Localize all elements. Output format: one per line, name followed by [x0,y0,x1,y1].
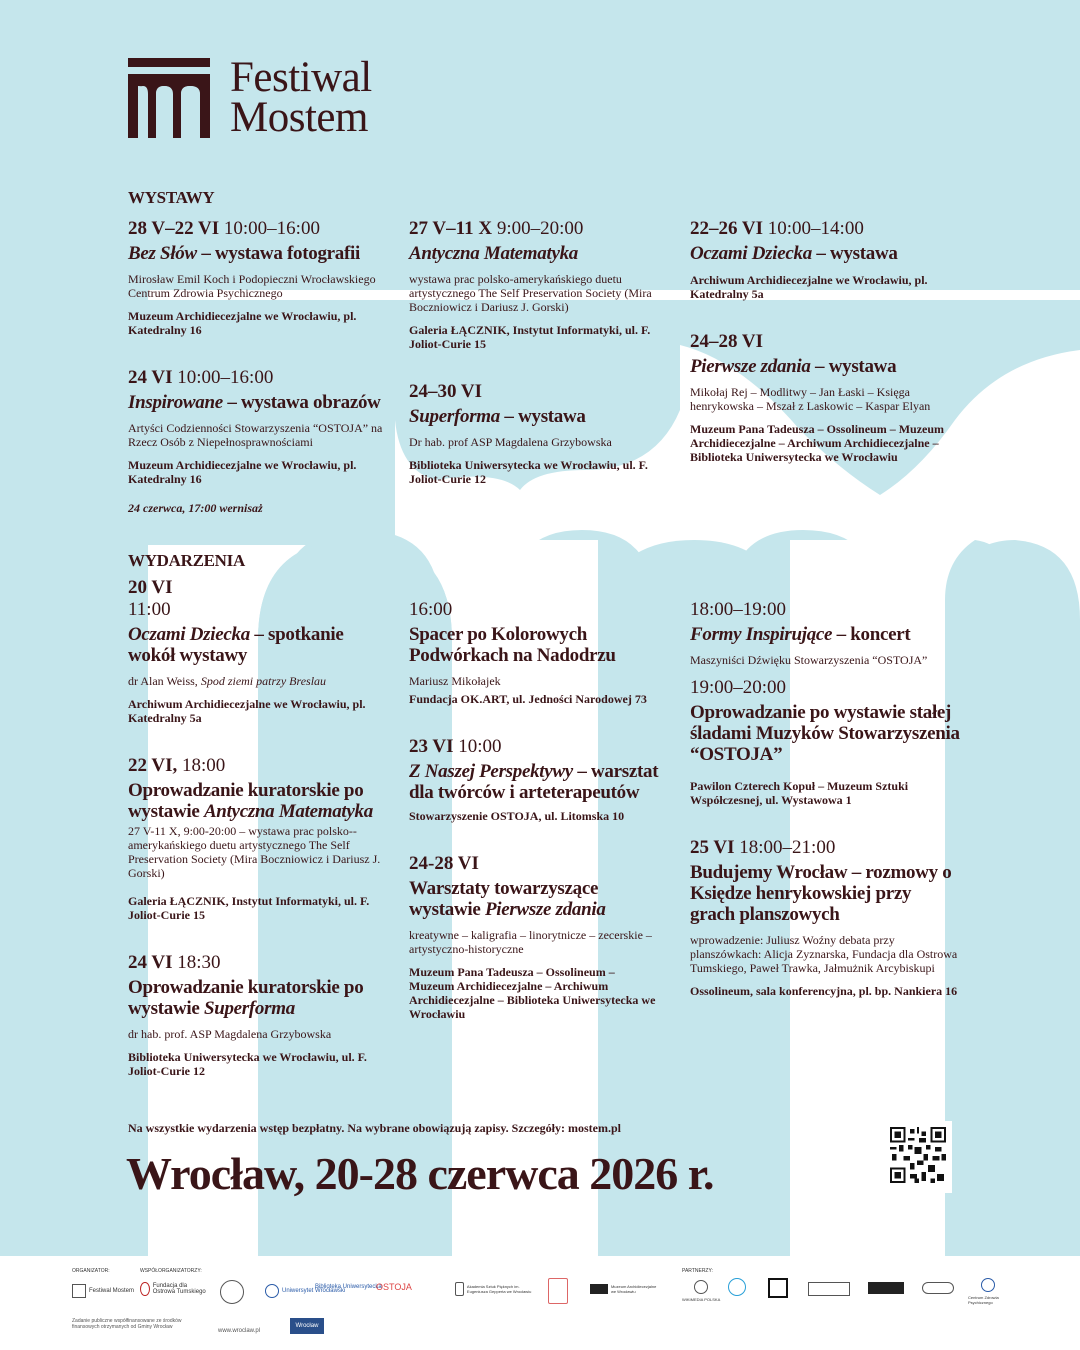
exhibition-note: 24 czerwca, 17:00 wernisaż [128,501,263,515]
events-day-label [128,577,173,599]
coorganizers-label: WSPÓŁORGANIZATORZY: [140,1268,202,1274]
event-title: Oprowadzanie kuratorskie po wystawie [128,780,364,822]
coorganizer-logo [315,1284,382,1290]
city-logo-text: Wrocław [295,1323,319,1329]
exhibition-date: 24–30 VI [409,381,483,402]
event-desc: Maszyniści Dźwięku Stowarzyszenia “OSTOJA” [690,653,928,667]
exhibition-title: – wystawa fotografii [196,243,360,264]
partner-logo [768,1278,788,1298]
event-place: Galeria ŁĄCZNIK, Instytut Informatyki, ul. F. Joliot-Curie 15 [128,894,370,922]
event-title: – spotkanie wokół wystawy [128,624,344,666]
city-url[interactable]: www.wroclaw.pl [218,1328,261,1334]
wroclaw-city-logo [290,1318,324,1334]
event-title: Oprowadzanie po wystawie stałej śladami Muzyków Stowarzyszenia “OSTOJA” [690,702,960,765]
coorganizer-logo [455,1282,535,1296]
events-col-2 [409,599,659,1021]
exhibition-place: Muzeum Archidiecezjalne we Wrocławiu, pl. Katedralny 16 [128,309,357,337]
exhibition-title: – wystawa [499,406,586,427]
event-title: – warsztat dla twórców i arteterapeutów [409,761,659,803]
exhibition-title-italic: Superforma [409,406,500,427]
event-item [409,853,659,1021]
exhibition-title-italic: Pierwsze zdania [690,356,811,377]
okart-icon [868,1282,904,1294]
event-date: 23 VI [409,736,454,757]
coorganizer-name: Muzeum Archidiecezjalne we Wrocławiu [610,1284,657,1294]
partner-circle-icon [922,1282,954,1294]
exhibition-item [409,381,671,486]
coorganizer-logo [140,1282,210,1296]
event-title: Oprowadzanie kuratorskie po wystawie [128,977,364,1019]
event-title-italic: Z Naszej Perspektywy [409,761,573,782]
event-title-italic: Oczami Dziecka [128,624,250,645]
sponsor-strip [0,1256,1080,1350]
partner-logo [968,1278,1008,1305]
event-place: Pawilon Czterech Kopuł – Muzeum Sztuki Współczesnej, ul. Wystawowa 1 [690,779,909,807]
exhibition-desc: wystawa prac polsko-amerykańskiego duetu artystycznego The Self Preservation Society (Mira Boczniowicz i Dariusz J. Gorski) [409,272,652,314]
festival-logo-icon [72,1284,86,1298]
event-time: 18:00 [182,755,226,776]
museum-icon [590,1284,608,1294]
event-item [690,677,960,807]
church-icon [140,1282,150,1296]
m-logo-icon [728,1278,746,1296]
event-title: Warsztaty towarzyszące wystawie [409,878,599,920]
event-desc: kreatywne – kaligrafia – linorytnicze – zecerskie – artystyczno-historyczne [409,928,652,956]
coorganizer-name: Fundacja dla Ostrowa Tumskiego [152,1283,206,1295]
festival-logo [128,54,372,141]
event-place: Archiwum Archidiecezjalne we Wrocławiu, pl. Katedralny 5a [128,697,366,725]
exhibition-desc: Mikołaj Rej – Modlitwy – Jan Łaski – Księga henrykowska – Mszał z Laskowic – Kaspar Elyan [690,385,931,413]
coorganizer-logo [376,1282,412,1292]
coorganizer-name: OSTOJA [376,1282,412,1292]
events-col-3 [690,599,960,998]
exhibition-date: 24 VI [128,367,173,388]
coorganizer-logo [220,1280,244,1304]
event-desc-italic: Spod ziemi patrzy Breslau [200,674,327,688]
festival-name-line2: Mostem [230,94,368,141]
festival-name [230,54,372,141]
coorganizer-name: Biblioteka Uniwersytecka [315,1284,382,1290]
exhibition-place: Biblioteka Uniwersytecka we Wrocławiu, ul. F. Joliot-Curie 12 [409,458,648,486]
exhibition-title: – wystawa [811,243,898,264]
events-heading: WYDARZENIA [128,551,245,570]
arrow-logo-icon [768,1278,788,1298]
university-icon [265,1284,279,1298]
exhibitions-col-1 [128,218,390,516]
exhibition-date: 28 V–22 VI [128,218,220,239]
event-time: 18:00–19:00 [690,599,787,620]
event-title: – koncert [832,624,911,645]
event-place: Stowarzyszenie OSTOJA, ul. Litomska 10 [409,809,625,823]
event-item [409,599,659,706]
partner-logo [682,1280,720,1302]
wikimedia-icon [694,1280,708,1294]
event-time: 11:00 [128,599,171,620]
exhibition-place: Galeria ŁĄCZNIK, Instytut Informatyki, ul. F. Joliot-Curie 15 [409,323,651,351]
coorganizer-name: Akademia Sztuk Pięknych im. Eugeniusza Gepperta we Wrocławiu [466,1284,532,1294]
event-title: Budujemy Wrocław – rozmowy o Księdze henrykowskiej przy grach planszowych [690,862,952,925]
exhibition-desc: Artyści Codzienności Stowarzyszenia “OSTOJA” na Rzecz Osób z Niepełnosprawnościami [128,421,383,449]
organizer-logo [72,1284,134,1298]
arch-icon [548,1278,568,1304]
event-title: Spacer po Kolorowych Podwórkach na Nadodrzu [409,624,616,666]
partner-logo [868,1282,904,1294]
event-desc: wprowadzenie: Juliusz Woźny debata przy planszówkach: Alicja Zyznarska, Fundacja dla Ostrowa Tumskiego, Paweł Trawka, Jałmużnik Arcybiskupi [690,933,958,975]
exhibition-place: Archiwum Archidiecezjalne we Wrocławiu, pl. Katedralny 5a [690,273,928,301]
exhibition-title-italic: Oczami Dziecka [690,243,812,264]
exhibition-time: 10:00–14:00 [767,218,864,239]
event-place: Biblioteka Uniwersytecka we Wrocławiu, ul. F. Joliot-Curie 12 [128,1050,367,1078]
event-item [690,599,960,667]
event-title-italic: Superforma [203,998,295,1019]
event-time: 16:00 [409,599,453,620]
exhibition-title-italic: Inspirowane [128,392,223,413]
exhibition-item [409,218,671,351]
qr-code-icon [890,1127,946,1183]
event-item [690,837,960,998]
event-desc: dr Alan Weiss, [128,674,201,688]
bridge-logo-icon [128,58,210,138]
exhibition-item [128,367,390,516]
events-day-date: 20 VI [128,577,173,598]
event-date: 24 VI [128,952,173,973]
coorganizer-logo [548,1278,568,1304]
event-date: 22 VI, [128,755,178,776]
exhibition-title-italic: Bez Słów [128,243,197,264]
exhibition-title: – wystawa obrazów [222,392,381,413]
partners-label: PARTNERZY: [682,1268,713,1274]
events-col-1 [128,599,390,1078]
event-place: Ossolineum, sala konferencyjna, pl. bp. Nankiera 16 [690,984,958,998]
exhibition-title-italic: Antyczna Matematyka [409,243,578,264]
event-time: 19:00–20:00 [690,677,787,698]
partner-logo [728,1278,746,1296]
exhibition-place: Muzeum Archidiecezjalne we Wrocławiu, pl. Katedralny 16 [128,458,357,486]
exhibition-place: Muzeum Pana Tadeusza – Ossolineum – Muzeum Archidiecezjalne – Archiwum Archidiecezjalne – Biblioteka Uniwersytecka we Wrocławiu [690,422,945,464]
exhibitions-heading: WYSTAWY [128,188,215,207]
exhibition-desc: Mirosław Emil Koch i Podopieczni Wrocławskiego Centrum Zdrowia Psychicznego [128,272,376,300]
exhibition-date: 22–26 VI [690,218,764,239]
event-time: 10:00 [458,736,502,757]
event-item [409,736,659,823]
exhibition-desc: Dr hab. prof ASP Magdalena Grzybowska [409,435,612,449]
event-desc: 27 V-11 X, 9:00-20:00 – wystawa prac polsko--amerykańskiego duetu artystycznego The Self Preservation Society (Mira Boczniowicz i Dariusz J. Gorski) [128,824,381,880]
event-time: 18:30 [177,952,221,973]
entry-note: Na wszystkie wydarzenia wstęp bezpłatny. Na wybrane obowiązują zapisy. Szczegóły: mostem.pl [128,1121,621,1135]
partner-logo [808,1282,850,1296]
partner-name: Centrum Zdrowia Psychicznego [968,1295,999,1305]
exhibition-item [690,218,960,301]
event-item [128,952,390,1078]
event-title-italic: Formy Inspirujące [690,624,833,645]
health-center-icon [981,1278,995,1292]
qr-code[interactable] [884,1121,952,1193]
event-desc: dr hab. prof. ASP Magdalena Grzybowska [128,1027,332,1041]
exhibition-time: 10:00–16:00 [223,218,320,239]
festival-name-line1: Festiwal [230,54,372,101]
event-item [128,755,390,922]
coorganizer-name: Uniwersytet Wrocławski [282,1288,346,1294]
organizer-name: Festiwal Mostem [89,1288,135,1294]
exhibition-date: 27 V–11 X [409,218,493,239]
event-date: 25 VI [690,837,735,858]
partner-name: WIKIMEDIA POLSKA [682,1297,721,1302]
event-time: 18:00–21:00 [739,837,836,858]
event-place: Muzeum Pana Tadeusza – Ossolineum – Muzeum Archidiecezjalne – Archiwum Archidiecezjalne – Biblioteka Uniwersytecka we Wrocławiu [409,965,656,1021]
event-title-italic: Antyczna Matematyka [203,801,373,822]
partner-logo [922,1282,954,1294]
exhibition-title: – wystawa [810,356,897,377]
exhibition-item [690,331,960,464]
event-desc: Mariusz Mikołajek [409,674,501,688]
event-item [128,599,390,725]
exhibitions-col-3 [690,218,960,464]
exhibition-item [128,218,390,337]
coorganizer-logo [590,1284,660,1294]
seal-icon [220,1280,244,1304]
exhibition-time: 9:00–20:00 [496,218,584,239]
pan-tadeusz-icon [808,1282,850,1296]
funding-note: Zadanie publiczne współfinansowane ze środków finansowych otrzymanych od Gminy Wrocław [72,1318,182,1330]
event-place: Fundacja OK.ART, ul. Jedności Narodowej 73 [409,692,647,706]
exhibition-date: 24–28 VI [690,331,764,352]
headline-date: Wrocław, 20-28 czerwca 2026 r. [126,1148,714,1199]
exhibition-time: 10:00–16:00 [177,367,274,388]
organizer-label: ORGANIZATOR: [72,1268,110,1274]
event-title-italic: Pierwsze zdania [484,899,606,920]
exhibitions-col-2 [409,218,671,486]
academy-icon [455,1282,464,1296]
event-date: 24-28 VI [409,853,479,874]
